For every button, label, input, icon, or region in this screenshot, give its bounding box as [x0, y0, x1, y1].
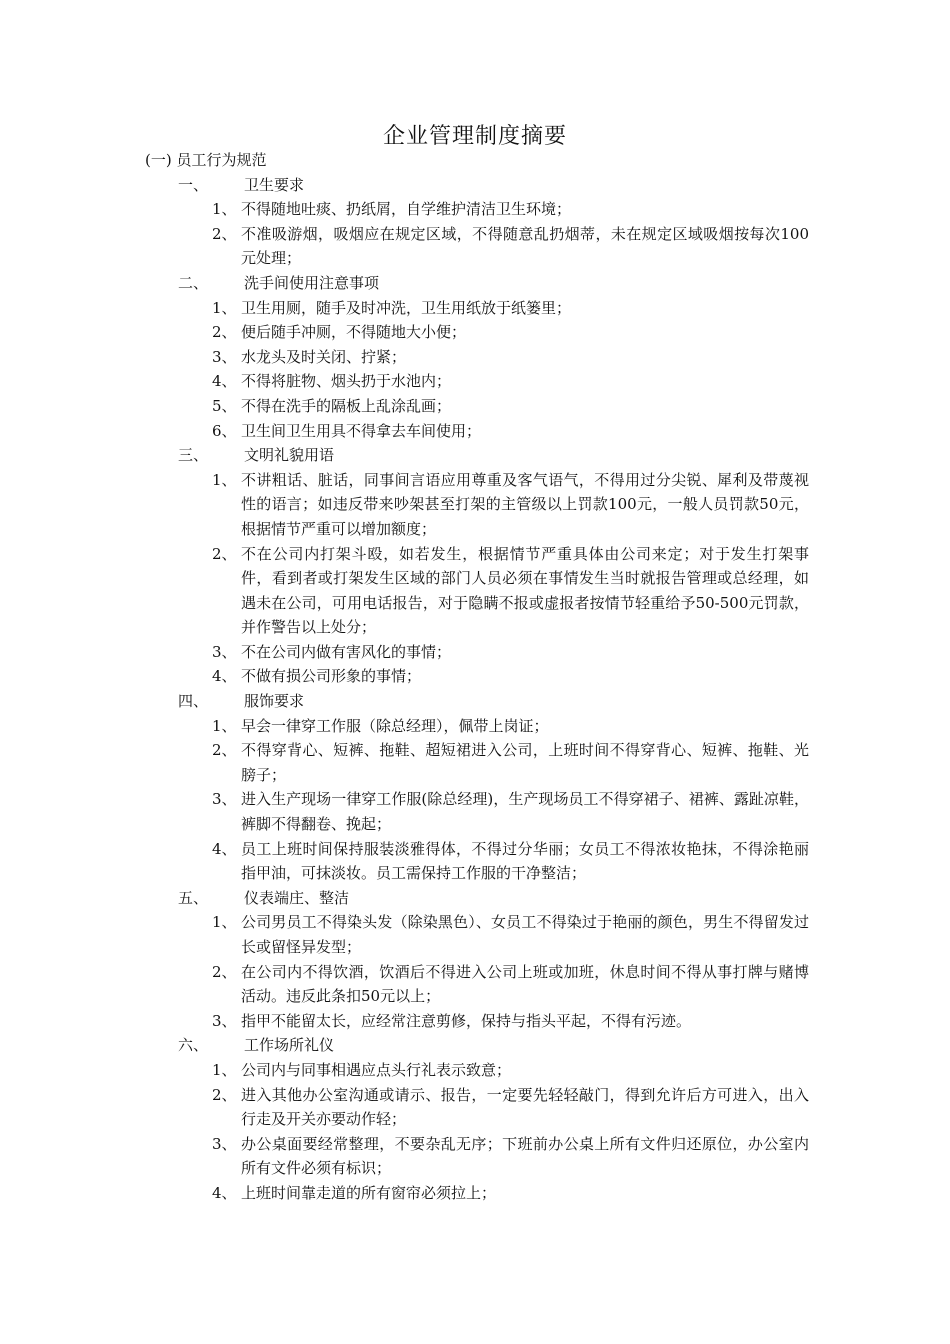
list-item-text: 不得在洗手的隔板上乱涂乱画；: [241, 396, 452, 415]
list-item-text: 不在公司内打架斗殴，如若发生，根据情节严重具体由公司来定；对于发生打架事件，看到者或打架发生区域的部门人员必须在事情发生当时就报告管理或总经理，如遇未在公司，可用电话报告，对于隐瞒不报或虚报者按情节轻重给予50-500元罚款，并作警告以上处分；: [241, 544, 809, 637]
list-item: [0, 787, 950, 836]
list-item-number: 2、: [212, 741, 237, 760]
list-item-number: 3、: [212, 1134, 237, 1153]
list-item-number: 3、: [212, 347, 237, 366]
section-title: 洗手间使用注意事项: [244, 273, 380, 292]
list-item-text: 不得随地吐痰、扔纸屑，自学维护清洁卫生环境；: [241, 200, 572, 219]
section-title: 仪表端庄、整洁: [244, 888, 350, 907]
list-item-number: 3、: [212, 1011, 237, 1030]
list-item-text: 不得将脏物、烟头扔于水池内；: [241, 372, 452, 391]
list-item: [0, 738, 950, 787]
document-title: 企业管理制度摘要: [382, 124, 567, 149]
section-heading: [0, 443, 950, 468]
list-item-number: 2、: [212, 1085, 237, 1104]
list-item-text: 不讲粗话、脏话，同事间言语应用尊重及客气语气，不得用过分尖锐、犀利及带蔑视性的语言；如违反带来吵架甚至打架的主管级以上罚款100元，一般人员罚款50元，根据情节严重可以增加额度；: [241, 470, 809, 538]
section-number: 六、: [178, 1036, 209, 1055]
list-item-number: 3、: [212, 790, 237, 809]
list-item-number: 1、: [212, 470, 237, 489]
list-item: [0, 394, 950, 419]
list-item: [0, 1058, 950, 1083]
section-number: 五、: [178, 888, 209, 907]
list-item-number: 5、: [212, 396, 237, 415]
list-item: [0, 640, 950, 665]
list-item-text: 早会一律穿工作服（除总经理），佩带上岗证；: [241, 716, 549, 735]
section-heading: [0, 173, 950, 198]
section-number: 四、: [178, 692, 209, 711]
list-item-text: 员工上班时间保持服装淡雅得体，不得过分华丽；女员工不得浓妆艳抹，不得涂艳丽指甲油，可抹淡妆。员工需保持工作服的干净整洁；: [241, 839, 809, 883]
list-item-text: 办公桌面要经常整理，不要杂乱无序；下班前办公桌上所有文件归还原位，办公室内所有文件必须有标识；: [241, 1134, 809, 1178]
list-item: [0, 296, 950, 321]
list-item-number: 2、: [212, 544, 237, 563]
list-item: [0, 468, 950, 542]
section-heading: [0, 271, 950, 296]
list-item-text: 水龙头及时关闭、拧紧；: [241, 347, 407, 366]
list-item: [0, 1181, 950, 1206]
list-item-number: 6、: [212, 421, 237, 440]
list-item-text: 不准吸游烟，吸烟应在规定区域，不得随意乱扔烟蒂，未在规定区域吸烟按每次100元处理；: [241, 224, 809, 268]
list-item: [0, 664, 950, 689]
section-number: 一、: [178, 175, 209, 194]
list-item-number: 1、: [212, 716, 237, 735]
list-item-text: 进入其他办公室沟通或请示、报告，一定要先轻轻敲门，得到允许后方可进入，出入行走及开关亦要动作轻；: [241, 1085, 809, 1129]
list-item-text: 在公司内不得饮酒，饮酒后不得进入公司上班或加班，休息时间不得从事打牌与赌博活动。违反此条扣50元以上；: [241, 962, 809, 1006]
list-item: [0, 222, 950, 271]
part-heading: (一) 员工行为规范: [145, 151, 267, 169]
list-item-text: 便后随手冲厕，不得随地大小便；: [241, 323, 467, 342]
list-item-text: 进入生产现场一律穿工作服(除总经理)，生产现场员工不得穿裙子、裙裤、露趾凉鞋，裤脚不得翻卷、挽起；: [241, 790, 809, 834]
list-item: [0, 714, 950, 739]
section-number: 二、: [178, 273, 209, 292]
list-item-number: 4、: [212, 839, 237, 858]
list-item-text: 不得穿背心、短裤、拖鞋、超短裙进入公司，上班时间不得穿背心、短裤、拖鞋、光膀子；: [241, 741, 809, 784]
section-title: 文明礼貌用语: [244, 446, 335, 465]
list-item-number: 4、: [212, 372, 237, 391]
list-item: [0, 369, 950, 394]
list-item: [0, 419, 950, 444]
list-item: [0, 1132, 950, 1181]
list-item-text: 指甲不能留太长，应经常注意剪修，保持与指头平起，不得有污迹。: [241, 1011, 692, 1030]
section-title: 工作场所礼仪: [244, 1036, 335, 1055]
list-item-number: 1、: [212, 298, 237, 317]
list-item: [0, 837, 950, 886]
list-item-text: 上班时间靠走道的所有窗帘必须拉上；: [241, 1183, 497, 1202]
section-heading: [0, 886, 950, 911]
list-item-text: 公司男员工不得染头发（除染黑色）、女员工不得染过于艳丽的颜色，男生不得留发过长或留怪异发型；: [241, 913, 809, 956]
list-item: [0, 320, 950, 345]
list-item-text: 不在公司内做有害风化的事情；: [241, 642, 452, 661]
list-item: [0, 910, 950, 959]
list-item-text: 卫生间卫生用具不得拿去车间使用；: [241, 421, 482, 440]
list-item-number: 1、: [212, 1060, 237, 1079]
list-item: [0, 960, 950, 1009]
list-item-number: 1、: [212, 200, 237, 219]
list-item-number: 4、: [212, 667, 237, 686]
list-item-number: 2、: [212, 962, 237, 981]
list-item-number: 4、: [212, 1183, 237, 1202]
list-item-number: 2、: [212, 224, 237, 243]
list-item: [0, 1083, 950, 1132]
list-item-number: 3、: [212, 642, 237, 661]
section-heading: [0, 1033, 950, 1058]
list-item-text: 公司内与同事相遇应点头行礼表示致意；: [241, 1060, 512, 1079]
list-item: [0, 197, 950, 222]
list-item: [0, 1009, 950, 1034]
list-item-text: 不做有损公司形象的事情；: [241, 667, 422, 686]
list-item: [0, 345, 950, 370]
section-title: 服饰要求: [244, 692, 305, 711]
list-item: [0, 542, 950, 640]
list-item-text: 卫生用厕，随手及时冲洗，卫生用纸放于纸篓里；: [241, 298, 572, 317]
document-body: [0, 148, 950, 1206]
section-title: 卫生要求: [244, 175, 305, 194]
list-item-number: 2、: [212, 323, 237, 342]
section-number: 三、: [178, 446, 209, 465]
list-item-number: 1、: [212, 913, 237, 932]
section-heading: [0, 689, 950, 714]
